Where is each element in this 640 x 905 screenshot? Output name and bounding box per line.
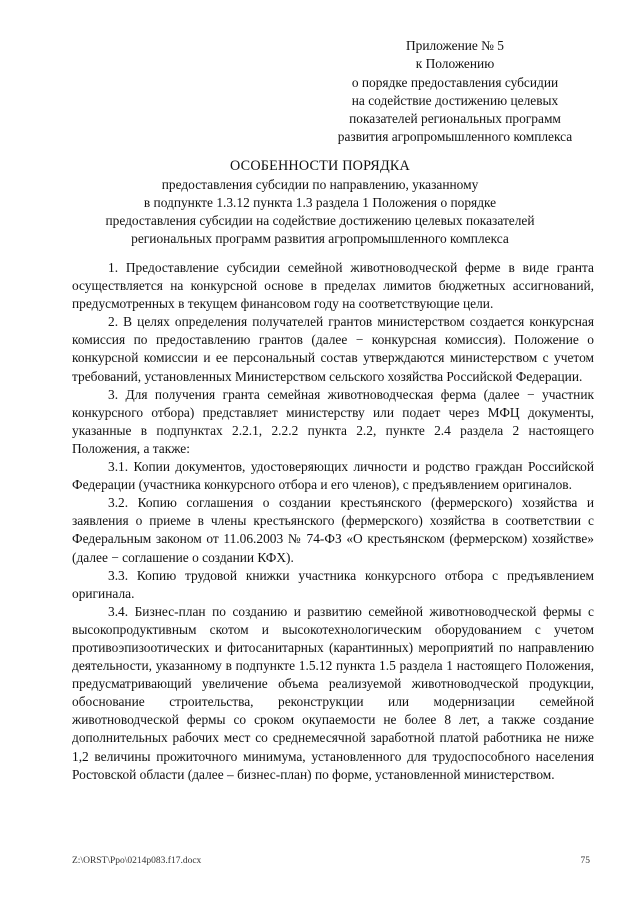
paragraph: 3.1. Копии документов, удостоверяющих личности и родство граждан Российской Федерации (участника конкурсного отбора и его членов), с предъявлением оригиналов. — [72, 459, 594, 493]
footer-file-path: Z:\ORST\Ppo\0214p083.f17.docx — [72, 856, 202, 866]
document-subtitle — [60, 176, 580, 248]
appendix-line: развития агропромышленного комплекса — [337, 129, 573, 145]
subtitle-line: региональных программ развития агропромышленного комплекса — [131, 231, 509, 246]
paragraph: 1. Предоставление субсидии семейной животноводческой ферме в виде гранта осуществляется на конкурсной основе в пределах лимитов бюджетных ассигнований, предусмотренных в текущем финансовом году на соответствующие цели. — [72, 260, 594, 312]
appendix-line: на содействие достижению целевых — [351, 92, 559, 108]
appendix-line: показателей региональных программ — [349, 111, 561, 127]
paragraph: 3. Для получения гранта семейная животноводческая ферма (далее − участник конкурсного отбора) представляет министерству или подает через МФЦ документы, указанные в подпунктах 2.2.1, 2.2.2 пункта 2.2, пункте 2.4 раздела 2 настоящего Положения, а также: — [72, 386, 594, 456]
subtitle-line: в подпункте 1.3.12 пункта 1.3 раздела 1 Положения о порядке — [143, 195, 497, 210]
paragraph: 2. В целях определения получателей грантов министерством создается конкурсная комиссия по предоставлению грантов (далее − конкурсная комиссия). Положение о конкурсной комиссии и ее персональный состав утверждаются министерством с учетом требований, установленных Министерством сельского хозяйства Российской Федерации. — [72, 314, 594, 384]
document-title: ОСОБЕННОСТИ ПОРЯДКА — [230, 158, 410, 174]
document-body — [72, 259, 594, 784]
paragraph: 3.4. Бизнес-план по созданию и развитию семейной животноводческой фермы с высокопродуктивным скотом и высокотехнологическим оборудованием с учетом противоэпизоотических и фитосанитарных (карантинных) мероприятий по направлению деятельности, указанному в подпункте 1.5.12 пункта 1.5 раздела 1 настоящего Положения, предусматривающий увеличение объема реализуемой животноводческой продукции, обоснование строительства, реконструкции или модернизации семейной животноводческой фермы со сроком окупаемости не более 8 лет, а также создание дополнительных рабочих мест со среднемесячной заработной платой работника не ниже 1,2 величины прожиточного минимума, установленного для трудоспособного населения Ростовской области (далее – бизнес-план) по форме, установленной министерством. — [72, 603, 594, 782]
paragraph: 3.3. Копию трудовой книжки участника конкурсного отбора с предъявлением оригинала. — [72, 567, 594, 601]
page-number: 75 — [580, 856, 590, 866]
subtitle-line: предоставления субсидии на содействие достижению целевых показателей — [105, 213, 535, 228]
appendix-line: Приложение № 5 — [405, 38, 505, 53]
paragraph: 3.2. Копию соглашения о создании крестьянского (фермерского) хозяйства и заявления о приеме в члены крестьянского (фермерского) хозяйства в соответствии с Федеральным законом от 11.06.2003 № 74-ФЗ «О крестьянском (фермерском) хозяйстве» (далее − соглашение о создании КФХ). — [72, 495, 594, 565]
appendix-header — [300, 37, 610, 147]
appendix-line: о порядке предоставления субсидии — [351, 74, 559, 90]
appendix-line: к Положению — [415, 56, 495, 72]
subtitle-line: предоставления субсидии по направлению, указанному — [161, 177, 479, 192]
